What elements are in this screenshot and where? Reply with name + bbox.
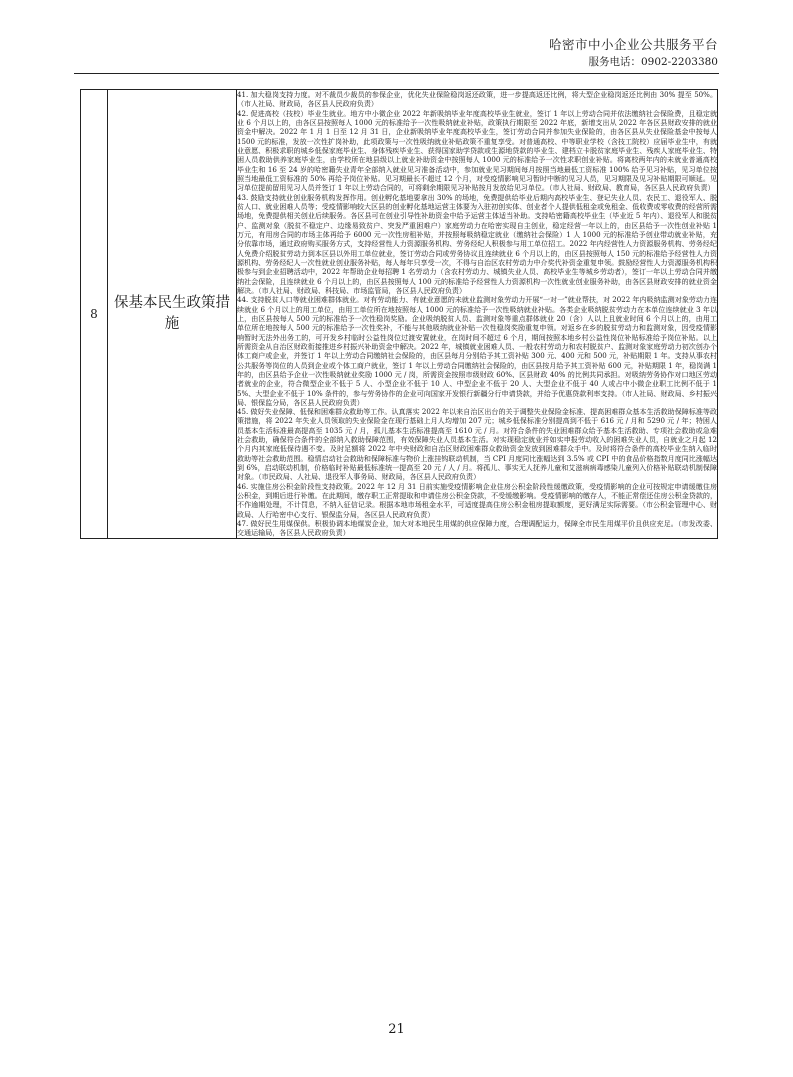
policy-paragraph: 41. 加大稳岗支持力度。对不裁员少裁员的参保企业，优化失业保险稳岗返还政策，进一步提高返还比例，将大型企业稳岗返还比例由 30% 提至 50%。（市人社局、财政局，各区县人民政府负责） — [237, 90, 717, 109]
policy-paragraph: 46. 实施住房公积金阶段性支持政策。2022 年 12 月 31 日前实施受疫情影响企业住房公积金阶段性缓缴政策，受疫情影响的企业可按规定申请缓缴住房公积金，到期后进行补缴。在此期间，缴存职工正常提取和申请住房公积金贷款，不受缓缴影响。受疫情影响的缴存人，不能正常偿还住房公积金贷款的，不作逾期处理，不计罚息，不纳入征信记录。根据本地市场租金水平，可适度提高住房公积金租房提取额度，更好满足实际需要。（市公积金管理中心、财政局、人行哈密中心支行、银保监分局，各区县人民政府负责） — [237, 481, 717, 519]
policy-table — [80, 89, 718, 539]
policy-paragraph: 43. 鼓励支持就业创业服务机构发挥作用。创业孵化基地要拿出 30% 的场地，免费提供给毕业后期内高校毕业生、登记失业人员、农民工、退役军人、脱贫人口、就业困难人员等；受疫情影响较大区县的创业孵化基地运营主体要为入驻初创实体、创业者个人提供低租金或免租金、低收费或零收费的经营所需场地，免费提供相关创业后续服务。各区县可在创业引导性补助资金中给予运营主体适当补助。支持哈密籍高校毕业生（毕业近 5 年内）、退役军人和脱贫户、监测对象（脱贫不稳定户、边缘易致贫户、突发严重困难户）家庭劳动力在哈密实现自主创业，稳定经营一年以上的，由区县给予一次性创业补贴 1 万元，有用房合同的市场主体再给予 6000 元一次性房租补贴，并按照每吸纳稳定就业（缴纳社会保险）1 人 1000 元的标准给予创业带动就业补贴，充分依靠市场，通过政府购买服务方式，支持经营性人力资源服务机构、劳务经纪人积极参与用工单位招工。2022 年内经营性人力资源服务机构、劳务经纪人免费介绍脱贫劳动力到本区县以外用工单位就业，签订劳动合同或劳务协议且连续就业 6 个月以上的，由区县按照每人 150 元的标准给予经营性人力资源机构、劳务经纪人一次性就业创业服务补贴，每人每年只享受一次，不得与自治区农村劳动力中介奖代补资金重复申领。鼓励经营性人力资源服务机构积极参与到企业招聘活动中，2022 年帮助企业每招聘 1 名劳动力（含农村劳动力、城镇失业人员、高校毕业生等城乡劳动者），签订一年以上劳动合同并缴纳社会保险，且连续就业 6 个月以上的，由区县按照每人 100 元的标准给予经营性人力资源机构一次性就业创业服务补助，由各区县财政安排的就业资金解决。（市人社局、财政局、科技局、市场监管局，各区县人民政府负责） — [237, 192, 717, 295]
policy-paragraph: 47. 做好民生用煤保供。积极协调本地煤炭企业，加大对本地民生用煤的供应保障力度，合理调配运力，保障全市民生用煤平价且供应充足。（市发改委、交通运输局，各区县人民政府负责） — [237, 519, 717, 538]
row-number: 8 — [81, 90, 108, 539]
policy-paragraph: 44. 支持脱贫人口等就业困难群体就业。对有劳动能力、有就业意愿的未就业监测对象劳动力开展“一对一”就业帮扶，对 2022 年内吸纳监测对象劳动力连续就业 6 个月以上的用工单位，由用工单位所在地按照每人 1000 元的标准给予一次性吸纳就业补贴。各类企业吸纳脱贫劳动力在本单位连续就业 3 年以上，由区县按每人 500 元的标准给予一次性稳岗奖励。企业吸纳脱贫人员、监测对象等重点群体就业 20（含）人以上且就业时间 6 个月以上的，由用工单位所在地按每人 500 元的标准给予一次性奖补，不能与其他吸纳就业补贴一次性稳岗奖励重复申领。对返乡在乡的脱贫劳动力和监测对象，因受疫情影响暂时无法外出务工的，可开发乡村临时公益性岗位过渡安置就业，在岗时间不超过 6 个月，期间按照本地乡村公益性岗位补贴标准给予岗位补贴。以上所需资金从自治区财政衔接推进乡村振兴补助资金中解决。2022 年，城镇就业困难人员、一般农村劳动力和农村脱贫户、监测对象家庭劳动力初次创办个体工商户或企业，并签订 1 年以上劳动合同缴纳社会保险的，由区县每月分别给予其工资补贴 300 元、400 元和 500 元，补贴期限 1 年。支持从事农村公共服务等岗位的人员到企业或个体工商户就业，签订 1 年以上劳动合同缴纳社会保险的，由区县按月给予其工资补贴 600 元，补贴期限 1 年，稳岗满 1 年的，由区县给予企业一次性吸纳就业奖励 1000 元 / 岗，所需资金按照市级财政 60%、区县财政 40% 的比例共同承担。对吸纳劳务协作对口地区劳动者就业的企业，符合微型企业不低于 5 人、小型企业不低于 10 人、中型企业不低于 20 人、大型企业不低于 40 人或占中小微企业职工比例不低于 15%、大型企业不低于 10% 条件的，参与劳务协作的企业可向国家开发银行新疆分行申请贷款，并给予优惠贷款利率支持。（市人社局、财政局、乡村振兴局、银保监分局，各区县人民政府负责） — [237, 295, 717, 407]
table-row — [81, 90, 718, 539]
header-divider — [74, 73, 719, 74]
page-number: 21 — [388, 1022, 405, 1037]
policy-paragraph: 42. 促进高校（技校）毕业生就业。地方中小微企业 2022 年新吸纳毕业年度高校毕业生就业，签订 1 年以上劳动合同并依法缴纳社会保险费，且稳定就业 6 个月以上的，由各区县按照每人 1000 元的标准给予一次性吸纳就业补贴，政策执行期限至 2022 年底，新增支出从 2022 年各区县财政安排的就业资金中解决。2022 年 1 月 1 日至 12 月 31 日，企业新吸纳毕业年度高校毕业生，签订劳动合同并参加失业保险的，由各区县从失业保险基金中按每人 1500 元的标准，发放一次性扩岗补助，此项政策与一次性吸纳就业补贴政策不重复享受。对普通高校、中等职业学校（含技工院校）应届毕业生中，有就业意愿、积极求职的城乡低保家庭毕业生、身体残疾毕业生、获得国家助学贷款或生源地贷款的毕业生、建档立卡脱贫家庭毕业生、残疾人家庭毕业生、特困人员救助供养家庭毕业生，由学校所在地县级以上就业补助资金中按照每人 1000 元的标准给予一次性求职创业补贴。将离校两年内的未就业普通高校毕业生和 16 至 24 岁的哈密籍失业青年全部纳入就业见习准备活动中，参加就业见习期间每月按照当地最低工资标准 100% 给予见习补贴，见习单位按照当地最低工资标准的 50% 再给予岗位补贴。见习期最长不超过 12 个月，对受疫情影响见习暂时中断的见习人员，见习期限及见习补贴期限可顺延。见习单位提前留用见习人员并签订 1 年以上劳动合同的，可将剩余期限见习补贴按月发放给见习单位。（市人社局、财政局、教育局，各区县人民政府负责） — [237, 108, 717, 193]
service-phone: 服务电话：0902-2203380 — [588, 56, 718, 68]
row-content — [237, 90, 718, 539]
policy-paragraph: 45. 做好失业保障、低保和困难群众救助等工作。认真落实 2022 年以来自治区出台的关于调整失业保险金标准、提高困难群众基本生活救助保障标准等政策措施，将 2022 年失业人员领取的失业保险金在现行基础上月人均增加 207 元；城乡低保标准分别提高到不低于 616 元 / 月和 5290 元 / 年；特困人员基本生活标准最高提高至 1035 元 / 月，孤儿基本生活标准提高至 1610 元 / 月。对符合条件的失业困难群众给予基本生活救助、专项社会救助或急难社会救助，确保符合条件的全部纳入救助保障范围，有效保障失业人员基本生活。对实现稳定就业并如实申报劳动收入的困难失业人员，自就业之月起 12 个月内其家庭低保待遇不变。及时足额将 2022 年中央财政和自治区财政困难群众救助资金发放到困难群众手中。及时将符合条件的高校毕业生纳入临时救助等社会救助范围。稳情启动社会救助和保障标准与物价上涨挂钩联动机制，当 CPI 月度同比涨幅达到 3.5% 或 CPI 中的食品价格指数月度同比涨幅达到 6%，启动联动机制，价格临时补贴最低标准统一提高至 20 元 / 人 / 月。将孤儿、事实无人抚养儿童和艾滋病病毒感染儿童列入价格补贴联动机制保障对象。（市民政局、人社局、退役军人事务局、财政局，各区县人民政府负责） — [237, 407, 717, 482]
row-category: 保基本民生政策措施 — [108, 90, 237, 539]
platform-title: 哈密市中小企业公共服务平台 — [548, 37, 718, 52]
